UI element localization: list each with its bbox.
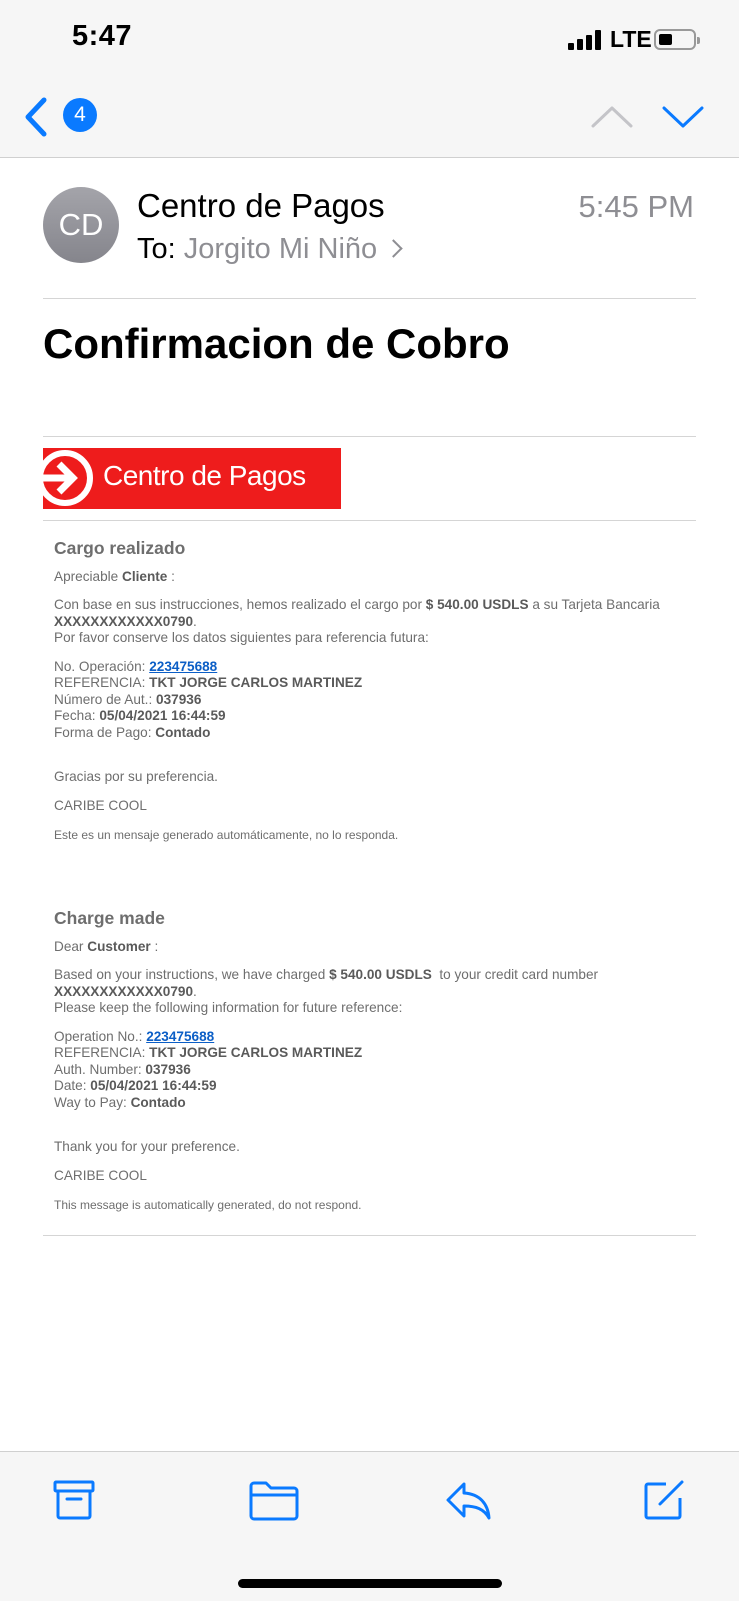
sender-name[interactable]: Centro de Pagos [137,187,385,224]
auth-row: Número de Aut.: 037936 [54,691,202,707]
message-body-spanish [54,540,694,844]
folder-icon[interactable] [248,1476,300,1524]
centro-de-pagos-logo-banner [43,448,341,509]
divider [43,520,696,521]
payment-row: Forma de Pago: Contado [54,724,211,740]
auth-row: Auth. Number: 037936 [54,1061,191,1077]
payment-row: Way to Pay: Contado [54,1094,186,1110]
reference-row: REFERENCIA: TKT JORGE CARLOS MARTINEZ [54,1045,363,1060]
unread-count-badge[interactable]: 4 [63,98,97,132]
signal-icon [568,30,604,50]
email-subject: Confirmacion de Cobro [43,320,510,367]
mail-nav-bar [0,80,739,158]
operation-row: Operation No.: 223475688 [54,1028,215,1044]
divider [43,1235,696,1236]
company-name: CARIBE COOL [54,1167,147,1183]
thanks-line: Thank you for your preference. [54,1139,240,1154]
next-message-chevron-down-icon[interactable] [660,102,706,132]
charge-paragraph: Based on your instructions, we have charged $ 540.00 USDLS to your credit card number XXXXXXXXXXXX0790. Please keep the following information for future reference: [54,967,599,1015]
back-chevron-icon[interactable] [20,94,54,140]
recipient-row[interactable] [137,233,400,266]
to-label: To: [137,233,176,265]
operation-row: No. Operación: 223475688 [54,658,218,674]
sender-avatar[interactable]: CD [43,187,119,263]
network-label: LTE [610,26,652,52]
status-bar [0,0,739,80]
bottom-toolbar [0,1451,739,1601]
company-name: CARIBE COOL [54,797,147,813]
received-time: 5:45 PM [578,189,694,224]
battery-icon [654,29,696,50]
auto-message-note: Este es un mensaje generado automáticamente, no lo responda. [54,828,399,842]
operation-number-link[interactable]: 223475688 [149,658,218,674]
email-header [0,157,739,299]
arrow-logo-icon [39,444,109,514]
status-time: 5:47 [72,20,133,52]
reply-icon[interactable] [444,1476,492,1524]
banner-text: Centro de Pagos [103,460,306,491]
transaction-details [54,659,694,742]
transaction-details [54,1029,694,1112]
reference-row: REFERENCIA: TKT JORGE CARLOS MARTINEZ [54,675,363,690]
section-heading: Charge made [54,908,165,928]
message-body-english [54,910,694,1214]
greeting-line: Dear Customer : [54,938,159,954]
date-row: Fecha: 05/04/2021 16:44:59 [54,708,226,723]
compose-icon[interactable] [640,1476,688,1524]
chevron-right-icon [384,239,402,257]
auto-message-note: This message is automatically generated, do not respond. [54,1198,362,1212]
divider [43,436,696,437]
charge-paragraph: Con base en sus instrucciones, hemos realizado el cargo por $ 540.00 USDLS a su Tarjeta Bancaria XXXXXXXXXXXX0790. Por favor conserve los datos siguientes para referencia futura: [54,597,660,645]
previous-message-chevron-up-icon[interactable] [589,102,635,132]
recipient-name[interactable]: Jorgito Mi Niño [183,233,378,265]
archive-icon[interactable] [50,1476,98,1524]
divider [43,298,696,299]
date-row: Date: 05/04/2021 16:44:59 [54,1078,217,1093]
section-heading: Cargo realizado [54,538,186,558]
thanks-line: Gracias por su preferencia. [54,769,218,784]
operation-number-link[interactable]: 223475688 [146,1028,215,1044]
home-indicator [238,1579,502,1588]
greeting-line: Apreciable Cliente : [54,568,175,584]
